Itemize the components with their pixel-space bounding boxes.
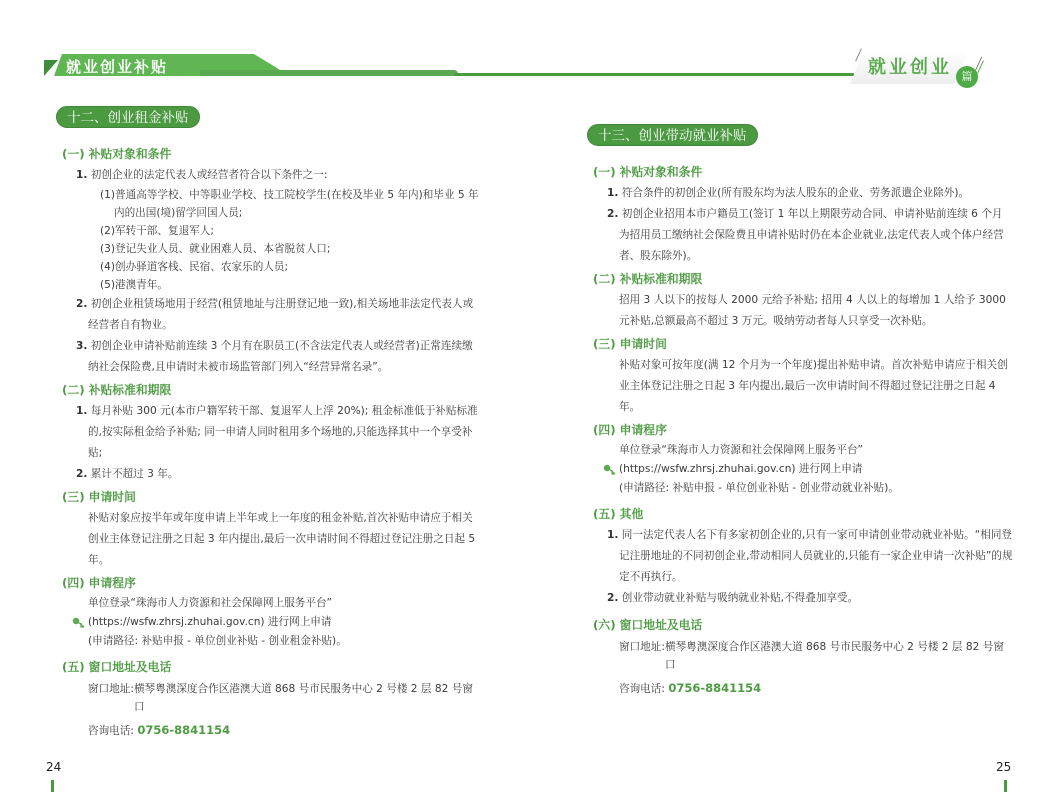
list-item: 3. 初创企业申请补贴前连续 3 个月有在职员工(不含法定代表人或经营者)正常连续缴纳社会保险费,且申请时未被市场监管部门列入“经营异常名录”。 [76,340,473,373]
consult-phone [62,720,482,742]
page-number-right: 25 [996,760,1012,774]
consult-phone [593,678,1013,700]
right-page-content [593,160,1013,700]
procedure-line: 单位登录“珠海市人力资源和社会保障网上服务平台” [619,444,864,456]
link-pointer-icon [72,617,86,629]
heading-application-time: (三) 申请时间 [62,490,136,504]
phone-label: 咨询电话: [88,725,134,737]
heading-eligibility: (一) 补贴对象和条件 [62,147,172,161]
page-marker-right [1004,780,1007,792]
link-pointer-icon [603,464,617,476]
heading-eligibility: (一) 补贴对象和条件 [593,165,703,179]
procedure-url[interactable]: (https://wsfw.zhrsj.zhuhai.gov.cn) 进行网上申请 [88,616,332,628]
heading-contact: (五) 窗口地址及电话 [62,660,172,674]
list-item: 1. 每月补贴 300 元(本市户籍军转干部、复退军人上浮 20%); 租金标准低于补贴标准的,按实际租金给予补贴; 同一申请人同时租用多个场地的,只能选择其中一个享受补贴; [76,405,478,459]
list-item: 1. 初创企业的法定代表人或经营者符合以下条件之一: [76,169,328,181]
list-item: 2. 初创企业租赁场地用于经营(租赁地址与注册登记地一致),相关场地非法定代表人或经营者自有物业。 [76,298,474,331]
page-marker-left [51,780,54,792]
chapter-title-right: 就业创业 [868,57,952,78]
section-title-employment-subsidy: 十三、创业带动就业补贴 [587,124,758,146]
list-item: 2. 初创企业招用本市户籍员工(签订 1 年以上期限劳动合同、申请补贴前连续 6 个月为招用员工缴纳社会保险费且申请补贴时仍在本企业就业,法定代表人或个体户经营者、股东除外)。 [607,208,1004,262]
procedure-link-line[interactable] [62,613,482,632]
chapter-badge: 篇 [956,66,978,88]
phone-value: 0756-8841154 [137,723,231,737]
application-time-text: 补贴对象应按半年或年度申请上半年或上一年度的租金补贴,首次补贴申请应于相关创业主体登记注册之日起 3 年内提出,最后一次申请时间不得超过登记注册之日起 5 年。 [88,512,476,566]
list-item: 2. 累计不超过 3 年。 [76,468,179,480]
sub-item: (2)军转干部、复退军人; [100,225,214,237]
page-number-left: 24 [46,760,62,774]
list-item: 1. 同一法定代表人名下有多家初创企业的,只有一家可申请创业带动就业补贴。“相同登记注册地址的不同初创企业,带动相同人员就业的,只能有一家企业申请一次补贴”的规定不再执行。 [607,529,1013,583]
heading-other: (五) 其他 [593,507,644,521]
procedure-line: 单位登录“珠海市人力资源和社会保障网上服务平台” [88,597,333,609]
standard-text: 招用 3 人以下的按每人 2000 元给予补贴; 招用 4 人以上的每增加 1 人给予 3000 元补贴,总额最高不超过 3 万元。吸纳劳动者每人只享受一次补贴。 [619,294,1006,327]
heading-standard: (二) 补贴标准和期限 [62,383,172,397]
procedure-path: (申请路径: 补贴申报 - 单位创业补贴 - 创业租金补贴)。 [88,635,347,647]
list-item: 2. 创业带动就业补贴与吸纳就业补贴,不得叠加享受。 [607,592,859,604]
address-value: 横琴粤澳深度合作区港澳大道 868 号市民服务中心 2 号楼 2 层 82 号窗口 [664,641,1004,671]
window-address [593,638,1013,674]
procedure-url[interactable]: (https://wsfw.zhrsj.zhuhai.gov.cn) 进行网上申请 [619,463,863,475]
address-label: 窗口地址: [88,683,134,695]
procedure-link-line[interactable] [593,460,1013,479]
heading-procedure: (四) 申请程序 [593,423,667,437]
list-item: 1. 符合条件的初创企业(所有股东均为法人股东的企业、劳务派遣企业除外)。 [607,187,970,199]
sub-item: (3)登记失业人员、就业困难人员、本省脱贫人口; [100,243,331,255]
phone-label: 咨询电话: [619,683,665,695]
left-page-content [62,142,482,742]
chapter-title-left: 就业创业补贴 [66,58,169,76]
sub-item: (1)普通高等学校、中等职业学校、技工院校学生(在校及毕业 5 年内)和毕业 5 年内的出国(境)留学回国人员; [100,189,479,219]
address-value: 横琴粤澳深度合作区港澳大道 868 号市民服务中心 2 号楼 2 层 82 号窗口 [133,683,473,713]
section-title-rent-subsidy: 十二、创业租金补贴 [56,106,200,128]
heading-procedure: (四) 申请程序 [62,576,136,590]
header-rule-thin [454,73,854,76]
procedure-path: (申请路径: 补贴申报 - 单位创业补贴 - 创业带动就业补贴)。 [619,482,899,494]
heading-standard: (二) 补贴标准和期限 [593,272,703,286]
header-rule-thick [200,70,458,76]
address-label: 窗口地址: [619,641,665,653]
chapter-header-right [838,44,988,94]
window-address [62,680,482,716]
application-time-text: 补贴对象可按年度(满 12 个月为一个年度)提出补贴申请。首次补贴申请应于相关创业主体登记注册之日起 3 年内提出,最后一次申请时间不得超过登记注册之日起 4 年。 [619,359,1008,413]
heading-contact: (六) 窗口地址及电话 [593,618,703,632]
phone-value: 0756-8841154 [668,681,762,695]
sub-item: (5)港澳青年。 [100,279,168,291]
heading-application-time: (三) 申请时间 [593,337,667,351]
sub-item: (4)创办驿道客栈、民宿、农家乐的人员; [100,261,289,273]
